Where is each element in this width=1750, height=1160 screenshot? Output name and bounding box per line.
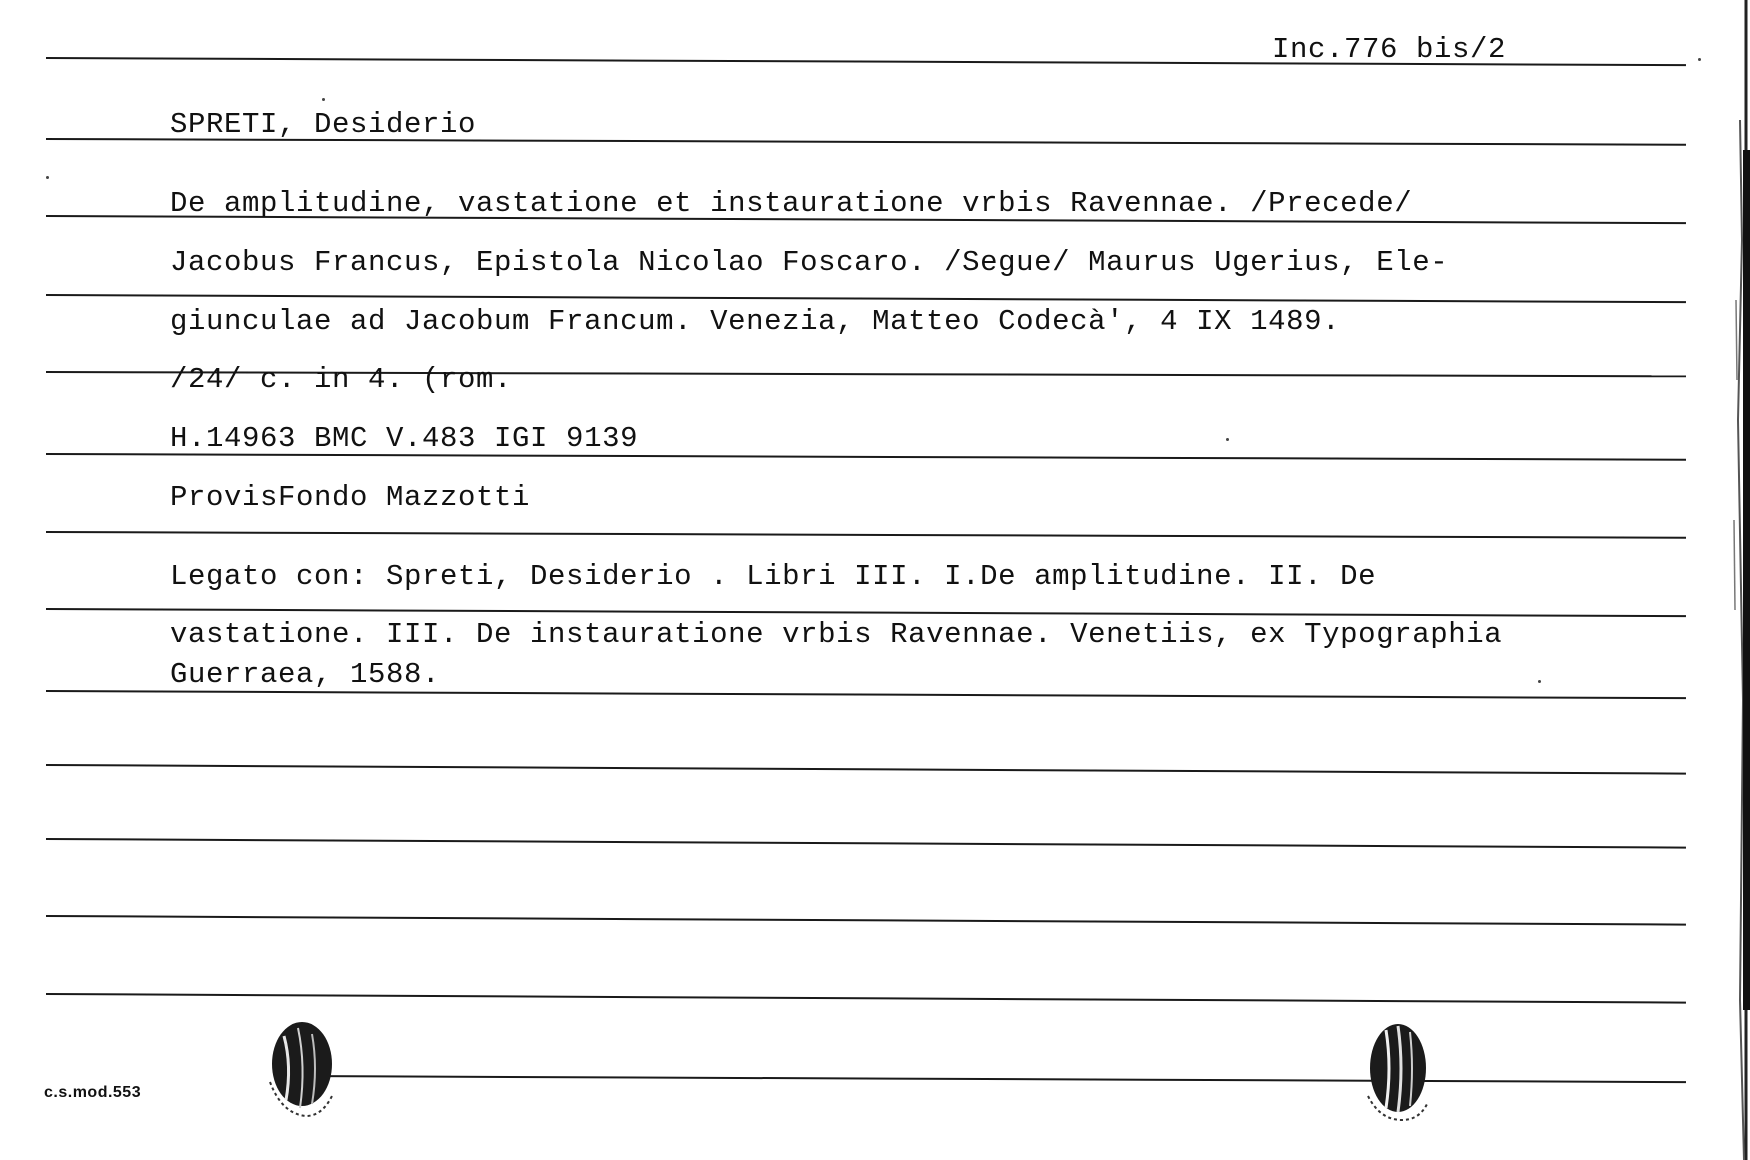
- dust-speck: [46, 176, 49, 179]
- author-heading: SPRETI, Desiderio: [170, 108, 477, 141]
- card-rule: [46, 294, 1686, 303]
- dust-speck: [322, 98, 325, 101]
- card-rule: [46, 608, 1686, 617]
- card-edge-strip: [1728, 0, 1750, 1160]
- bound-with-line-2: vastatione. III. De instauratione vrbis Ravennae. Venetiis, ex Typographia: [170, 618, 1503, 651]
- title-line-1: De amplitudine, vastatione et instauratione vrbis Ravennae. /Precede/: [170, 187, 1413, 220]
- title-line-2: Jacobus Francus, Epistola Nicolao Foscaro. /Segue/ Maurus Ugerius, Ele-: [170, 246, 1449, 279]
- references-line: H.14963 BMC V.483 IGI 9139: [170, 422, 639, 455]
- form-code: c.s.mod.553: [44, 1084, 142, 1101]
- punch-hole-right: [1358, 1016, 1438, 1122]
- collation-line: /24/ c. in 4. (rom.: [170, 363, 513, 396]
- bound-with-line-3: Guerraea, 1588.: [170, 658, 441, 691]
- shelfmark: Inc.776 bis/2: [1272, 33, 1507, 66]
- card-rule: [46, 993, 1686, 1004]
- card-rule: [46, 531, 1686, 539]
- imprint-line: giunculae ad Jacobum Francum. Venezia, Matteo Codecà', 4 IX 1489.: [170, 305, 1341, 338]
- dust-speck: [1538, 680, 1541, 683]
- dust-speck: [1698, 58, 1701, 61]
- card-rule: [46, 838, 1686, 849]
- provenance-line: ProvisFondo Mazzotti: [170, 481, 531, 514]
- punch-hole-left: [262, 1016, 342, 1122]
- card-rule: [290, 1075, 1686, 1083]
- card-rule: [46, 690, 1686, 699]
- bound-with-line-1: Legato con: Spreti, Desiderio . Libri III. I.De amplitudine. II. De: [170, 560, 1377, 593]
- card-rule: [46, 915, 1686, 926]
- card-rule: [46, 764, 1686, 775]
- dust-speck: [1226, 438, 1229, 441]
